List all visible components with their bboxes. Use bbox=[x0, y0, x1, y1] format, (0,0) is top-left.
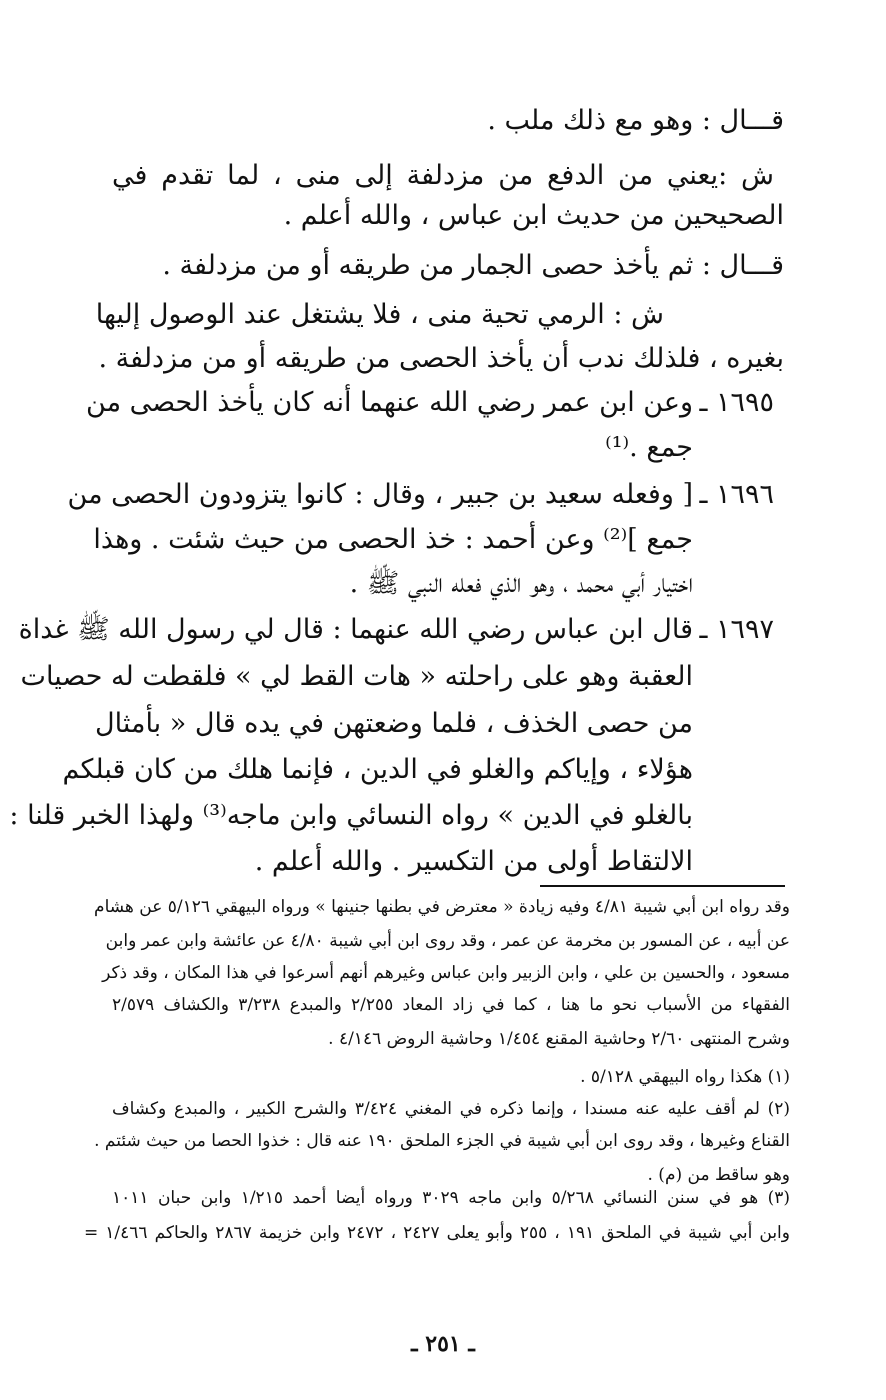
text-line-5: ش : الرمي تحية منى ، فلا يشتغل عند الوصول إليها bbox=[95, 299, 664, 330]
footnote-3-line-1: (٣) هو في سنن النسائي ٥/٢٦٨ وابن ماجه ٣٠٢٩ ورواه أيضا أحمد ١/٢١٥ وابن حبان ١٠١١ bbox=[112, 1188, 790, 1208]
text-line-3: الصحيحين من حديث ابن عباس ، والله أعلم . bbox=[283, 200, 784, 231]
text-line-7: وعن ابن عمر رضي الله عنهما أنه كان يأخذ الحصى من bbox=[86, 387, 693, 418]
text-line-14: من حصى الخذف ، فلما وضعتهن في يده قال « بأمثال bbox=[94, 708, 693, 739]
text-line-16: بالغلو في الدين » رواه النسائي وابن ماجه⁽³⁾ ولهذا الخبر قلنا : bbox=[9, 800, 693, 831]
footnote-line-3: مسعود ، والحسين بن علي ، وابن الزبير وابن عباس وغيرهم أنهم أسرعوا في هذا المكان ، وقد ذكر bbox=[102, 963, 790, 983]
text-line-15: هؤلاء ، وإياكم والغلو في الدين ، فإنما هلك من كان قبلكم bbox=[62, 754, 693, 785]
footnote-2-line-1: (٢) لم أقف عليه عنه مسندا ، وإنما ذكره في المغني ٣/٤٢٤ والشرح الكبير ، والمبدع وكشاف bbox=[112, 1099, 790, 1119]
hadith-number-1697: ١٦٩٧ ـ bbox=[699, 614, 774, 645]
footnote-2-line-3: وهو ساقط من (م) . bbox=[647, 1165, 790, 1185]
footnote-line-4: الفقهاء من الأسباب نحو ما هنا ، كما في زاد المعاد ٢/٢٥٥ والمبدع ٣/٢٣٨ والكشاف ٢/٥٧٩ bbox=[112, 995, 790, 1015]
text-line-9: [ وفعله سعيد بن جبير ، وقال : كانوا يتزودون الحصى من bbox=[67, 479, 693, 510]
text-line-4: قـــال : ثم يأخذ حصى الجمار من طريقه أو من مزدلفة . bbox=[162, 250, 784, 281]
text-line-17: الالتقاط أولى من التكسير . والله أعلم . bbox=[254, 846, 693, 877]
hadith-number-1696: ١٦٩٦ ـ bbox=[699, 479, 774, 510]
footnote-3-line-2: وابن أبي شيبة في الملحق ١٩١ ، ٢٥٥ وأبو يعلى ٢٤٢٧ ، ٢٤٧٢ وابن خزيمة ٢٨٦٧ والحاكم ١/٤٦٦ = bbox=[84, 1223, 790, 1243]
footnote-divider bbox=[540, 885, 785, 887]
footnote-line-1: وقد رواه ابن أبي شيبة ٤/٨١ وفيه زيادة « معترض في بطنها جنينها » ورواه البيهقي ٥/١٢٦ عن هشام bbox=[94, 897, 790, 917]
hadith-number-1695: ١٦٩٥ ـ bbox=[699, 387, 774, 418]
text-line-10: جمع ]⁽²⁾ وعن أحمد : خذ الحصى من حيث شئت . وهذا bbox=[93, 524, 693, 555]
page-number: ـ ٢٥١ ـ bbox=[411, 1331, 475, 1357]
footnote-line-5: وشرح المنتهى ٢/٦٠ وحاشية المقنع ١/٤٥٤ وحاشية الروض ٤/١٤٦ . bbox=[328, 1029, 790, 1049]
text-line-8: جمع .⁽¹⁾ bbox=[605, 432, 693, 463]
text-line-12: قال ابن عباس رضي الله عنهما : قال لي رسول الله ﷺ غداة bbox=[18, 614, 693, 645]
text-line-1: قـــال : وهو مع ذلك ملب . bbox=[487, 105, 784, 136]
footnote-2-line-2: القناع وغيرها ، وقد روى ابن أبي شيبة في الجزء الملحق ١٩٠ عنه قال : خذوا الحصا من حيث شئتم . bbox=[94, 1131, 790, 1151]
footnote-line-2: عن أبيه ، عن المسور بن مخرمة عن عمر ، وقد روى ابن أبي شيبة ٤/٨٠ عن عائشة وابن عمر وابن bbox=[105, 931, 790, 951]
text-line-11: اختيار أبي محمد ، وهو الذي فعله النبي ﷺ . bbox=[349, 568, 693, 599]
text-line-6: بغيره ، فلذلك ندب أن يأخذ الحصى من طريقه أو من مزدلفة . bbox=[98, 343, 784, 374]
text-line-2: ش :يعني من الدفع من مزدلفة إلى منى ، لما تقدم في bbox=[112, 160, 774, 191]
text-line-13: العقبة وهو على راحلته « هات القط لي » فلقطت له حصيات bbox=[20, 661, 693, 692]
footnote-1: (١) هكذا رواه البيهقي ٥/١٢٨ . bbox=[580, 1067, 790, 1087]
